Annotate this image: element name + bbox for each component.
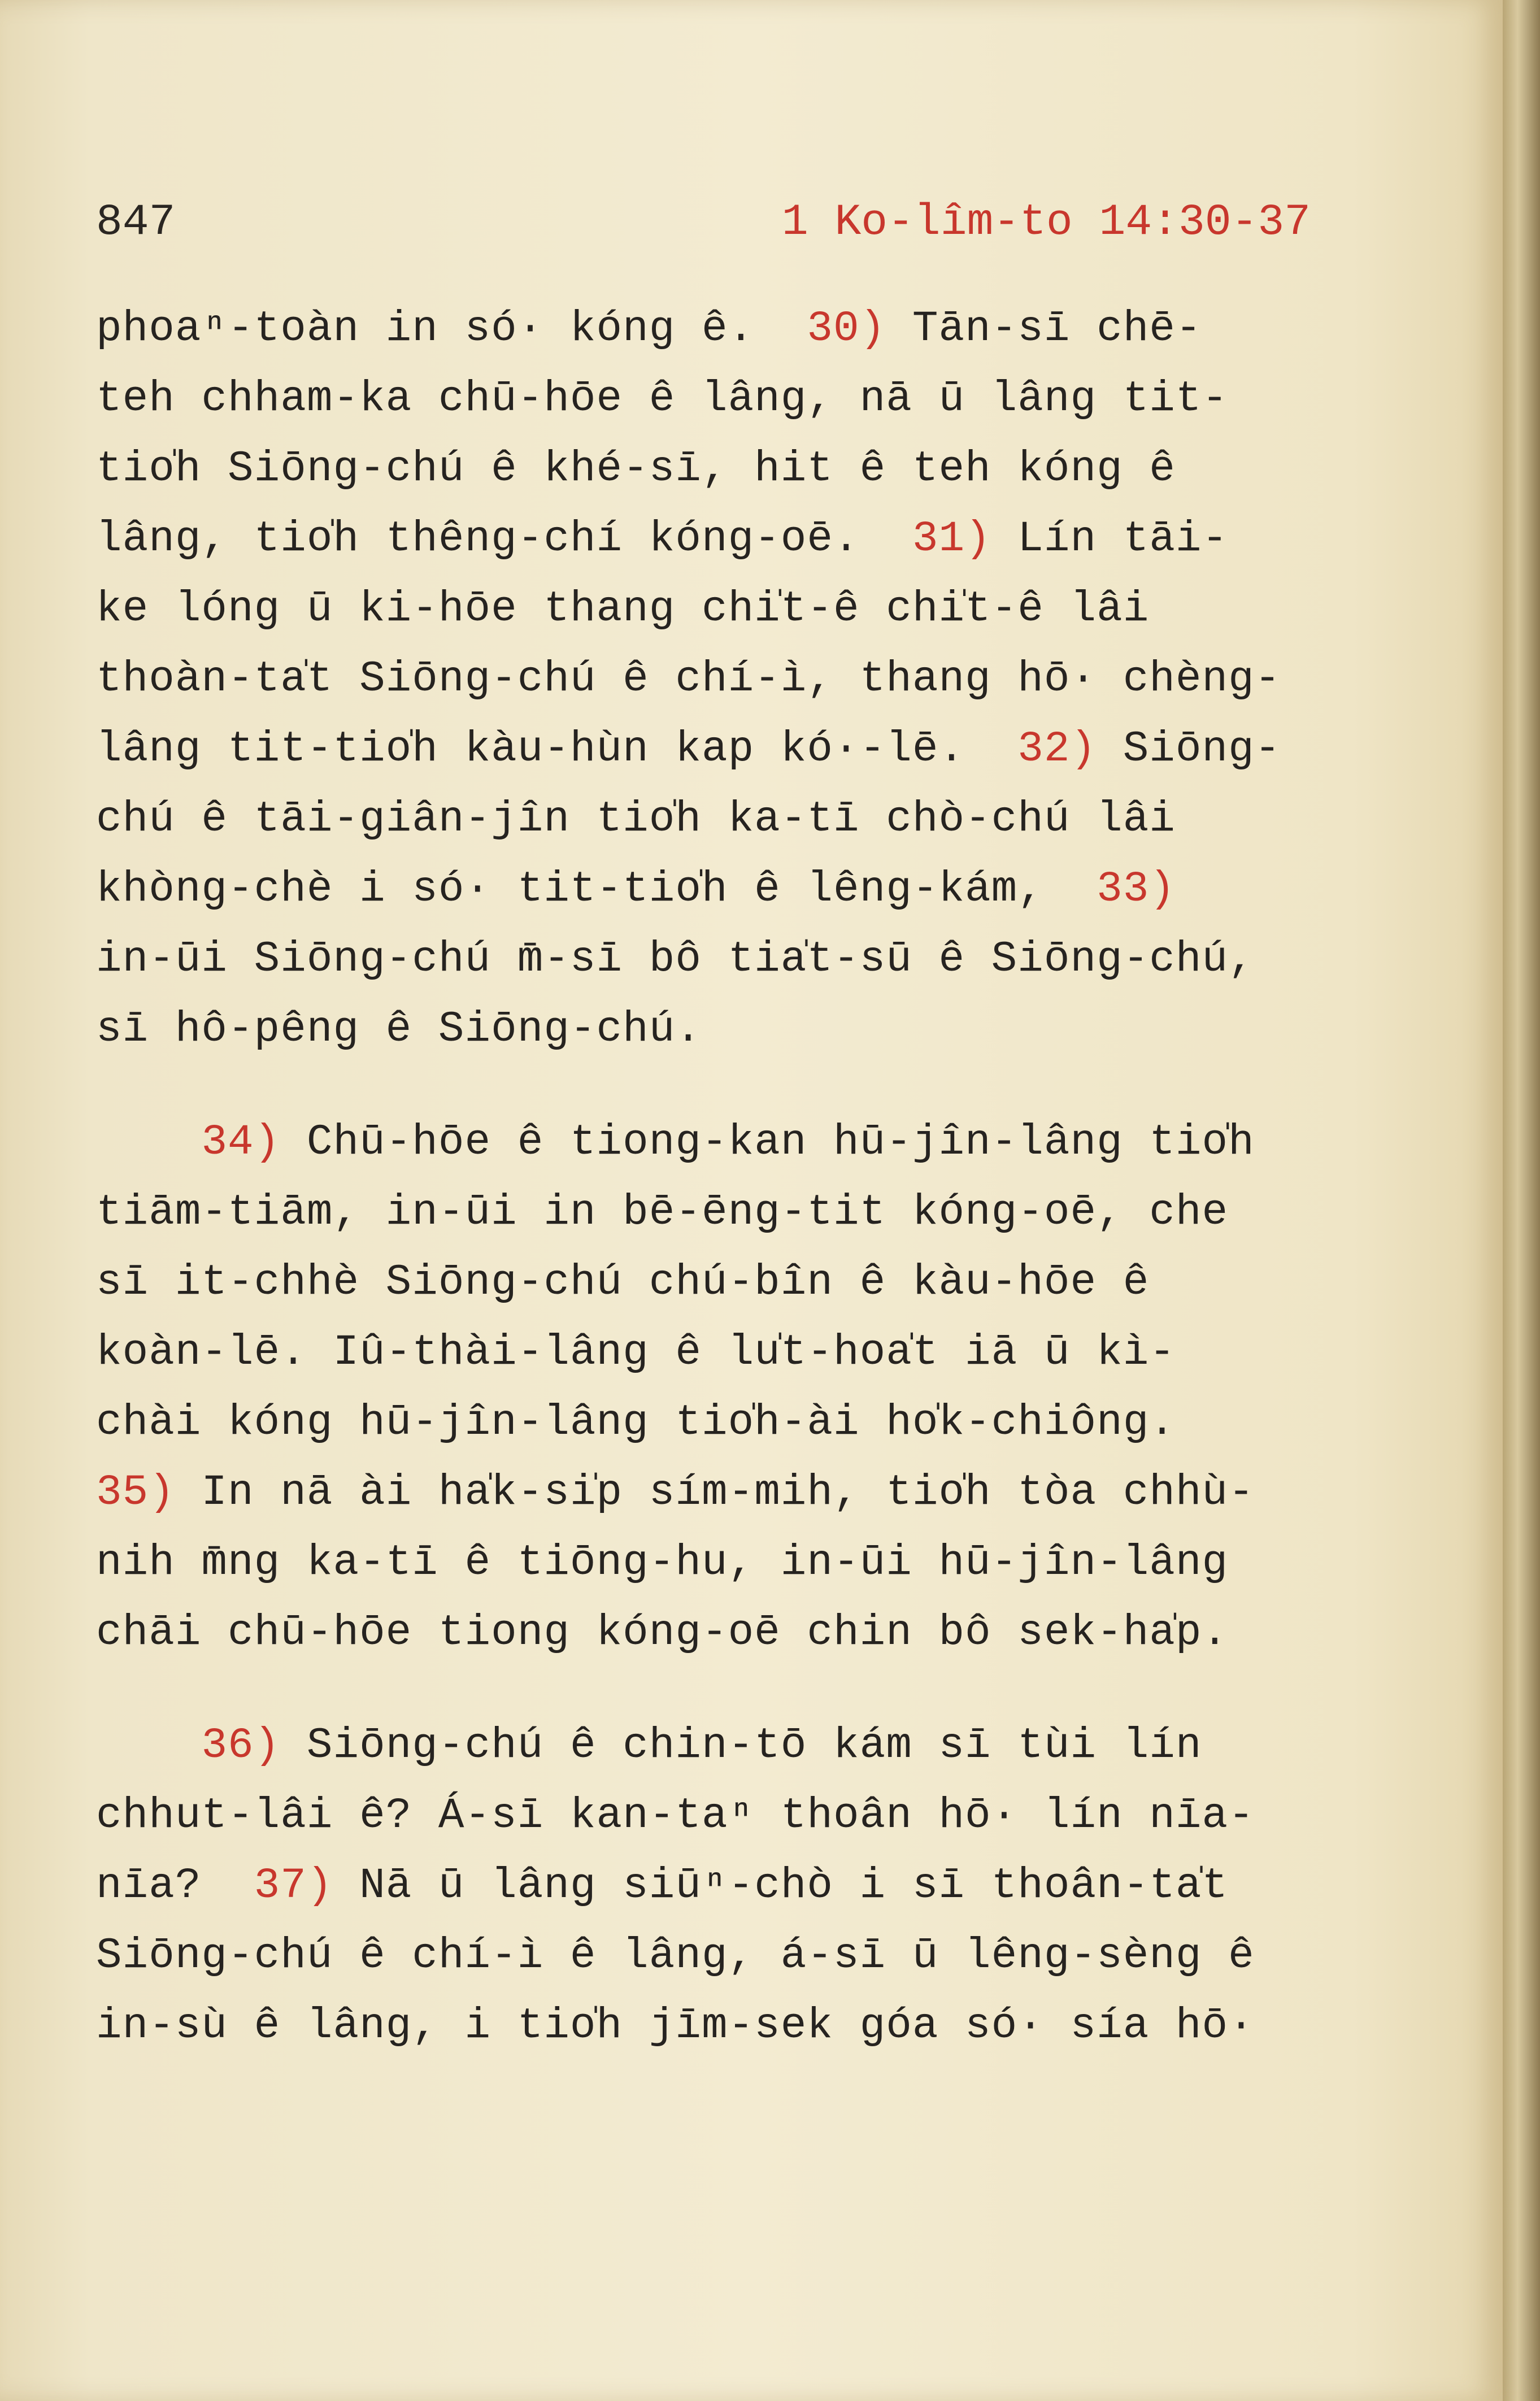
verse-text: ke lóng ū ki-hōe thang chi̍t-ê chi̍t-ê lâi (96, 585, 1150, 633)
text-line (96, 434, 1395, 504)
verse-text: Siōng- (1097, 725, 1281, 773)
paragraph (96, 294, 1395, 1064)
text-line (96, 1528, 1395, 1598)
text-line (96, 714, 1395, 784)
verse-text: nih m̄ng ka-tī ê tiōng-hu, in-ūi hū-jîn-lâng (96, 1538, 1229, 1587)
verse-text: In nā ài ha̍k-si̍p sím-mih, tio̍h tòa chhù- (175, 1468, 1255, 1517)
verse-text: chhut-lâi ê? Á-sī kan-taⁿ thoân hō· lín nīa- (96, 1791, 1255, 1840)
page-edge (1503, 0, 1540, 2401)
page-number: 847 (96, 198, 176, 247)
verse-text: chài kóng hū-jîn-lâng tio̍h-ài ho̍k-chiông. (96, 1398, 1176, 1447)
verse-number: 37) (254, 1861, 333, 1910)
text-line (96, 1781, 1395, 1851)
text-line (96, 924, 1395, 994)
verse-text: teh chham-ka chū-hōe ê lâng, nā ū lâng tit- (96, 375, 1229, 423)
paragraph-gap (96, 1668, 1395, 1711)
verse-text: sī hô-pêng ê Siōng-chú. (96, 1005, 702, 1054)
verse-text: sī it-chhè Siōng-chú chú-bîn ê kàu-hōe ê (96, 1258, 1150, 1307)
text-line (96, 784, 1395, 854)
text-line (96, 1387, 1395, 1458)
verse-text: in-sù ê lâng, i tio̍h jīm-sek góa só· sía hō· (96, 2002, 1255, 2050)
verse-text: Chū-hōe ê tiong-kan hū-jîn-lâng tio̍h (280, 1118, 1255, 1167)
text-line (96, 504, 1395, 574)
text-line (96, 1598, 1395, 1668)
verse-number: 33) (1097, 865, 1176, 914)
paragraph-gap (96, 1064, 1395, 1107)
verse-number: 30) (807, 305, 886, 353)
text-line (96, 1921, 1395, 1991)
verse-number: 32) (1017, 725, 1097, 773)
verse-text (96, 1721, 201, 1770)
text-line (96, 1107, 1395, 1177)
text-line (96, 854, 1395, 924)
verse-text: khòng-chè i só· tit-tio̍h ê lêng-kám, (96, 865, 1097, 914)
body-text (96, 294, 1395, 2061)
verse-text: chú ê tāi-giân-jîn tio̍h ka-tī chò-chú lâi (96, 795, 1176, 843)
verse-number: 36) (201, 1721, 281, 1770)
verse-text: lâng tit-tio̍h kàu-hùn kap kó·-lē. (96, 725, 1018, 773)
text-line (96, 364, 1395, 434)
verse-text: in-ūi Siōng-chú m̄-sī bô tia̍t-sū ê Siōng-chú, (96, 935, 1255, 984)
paragraph (96, 1711, 1395, 2061)
verse-text: koàn-lē. Iû-thài-lâng ê lu̍t-hoa̍t iā ū kì- (96, 1328, 1176, 1377)
text-line (96, 644, 1395, 714)
verse-text: lâng, tio̍h thêng-chí kóng-oē. (96, 515, 912, 563)
verse-text (96, 1118, 201, 1167)
verse-number: 35) (96, 1468, 175, 1517)
paragraph (96, 1107, 1395, 1668)
text-line (96, 574, 1395, 644)
verse-text: Siōng-chú ê chin-tō kám sī tùi lín (280, 1721, 1202, 1770)
text-line (96, 1458, 1395, 1528)
verse-text: Siōng-chú ê chí-ì ê lâng, á-sī ū lêng-sèng ê (96, 1932, 1255, 1980)
verse-text: Nā ū lâng siūⁿ-chò i sī thoân-ta̍t (333, 1861, 1229, 1910)
text-line (96, 1711, 1395, 1781)
text-line (96, 1247, 1395, 1317)
verse-text: Tān-sī chē- (886, 305, 1202, 353)
verse-text: phoaⁿ-toàn in só· kóng ê. (96, 305, 807, 353)
text-line (96, 1991, 1395, 2061)
text-line (96, 1851, 1395, 1921)
text-line (96, 1317, 1395, 1387)
running-head: 1 Ko-lîm-to 14:30-37 (781, 198, 1311, 247)
text-line (96, 994, 1395, 1064)
verse-text: nīa? (96, 1861, 254, 1910)
verse-text: chāi chū-hōe tiong kóng-oē chin bô sek-ha̍p. (96, 1608, 1229, 1657)
verse-number: 31) (912, 515, 991, 563)
verse-text: thoàn-ta̍t Siōng-chú ê chí-ì, thang hō· chèng- (96, 655, 1281, 703)
verse-text: tio̍h Siōng-chú ê khé-sī, hit ê teh kóng ê (96, 445, 1176, 493)
text-line (96, 294, 1395, 364)
verse-number: 34) (201, 1118, 281, 1167)
verse-text: tiām-tiām, in-ūi in bē-ēng-tit kóng-oē, che (96, 1188, 1229, 1237)
page-header (96, 198, 1311, 260)
text-line (96, 1177, 1395, 1247)
verse-text: Lín tāi- (991, 515, 1229, 563)
